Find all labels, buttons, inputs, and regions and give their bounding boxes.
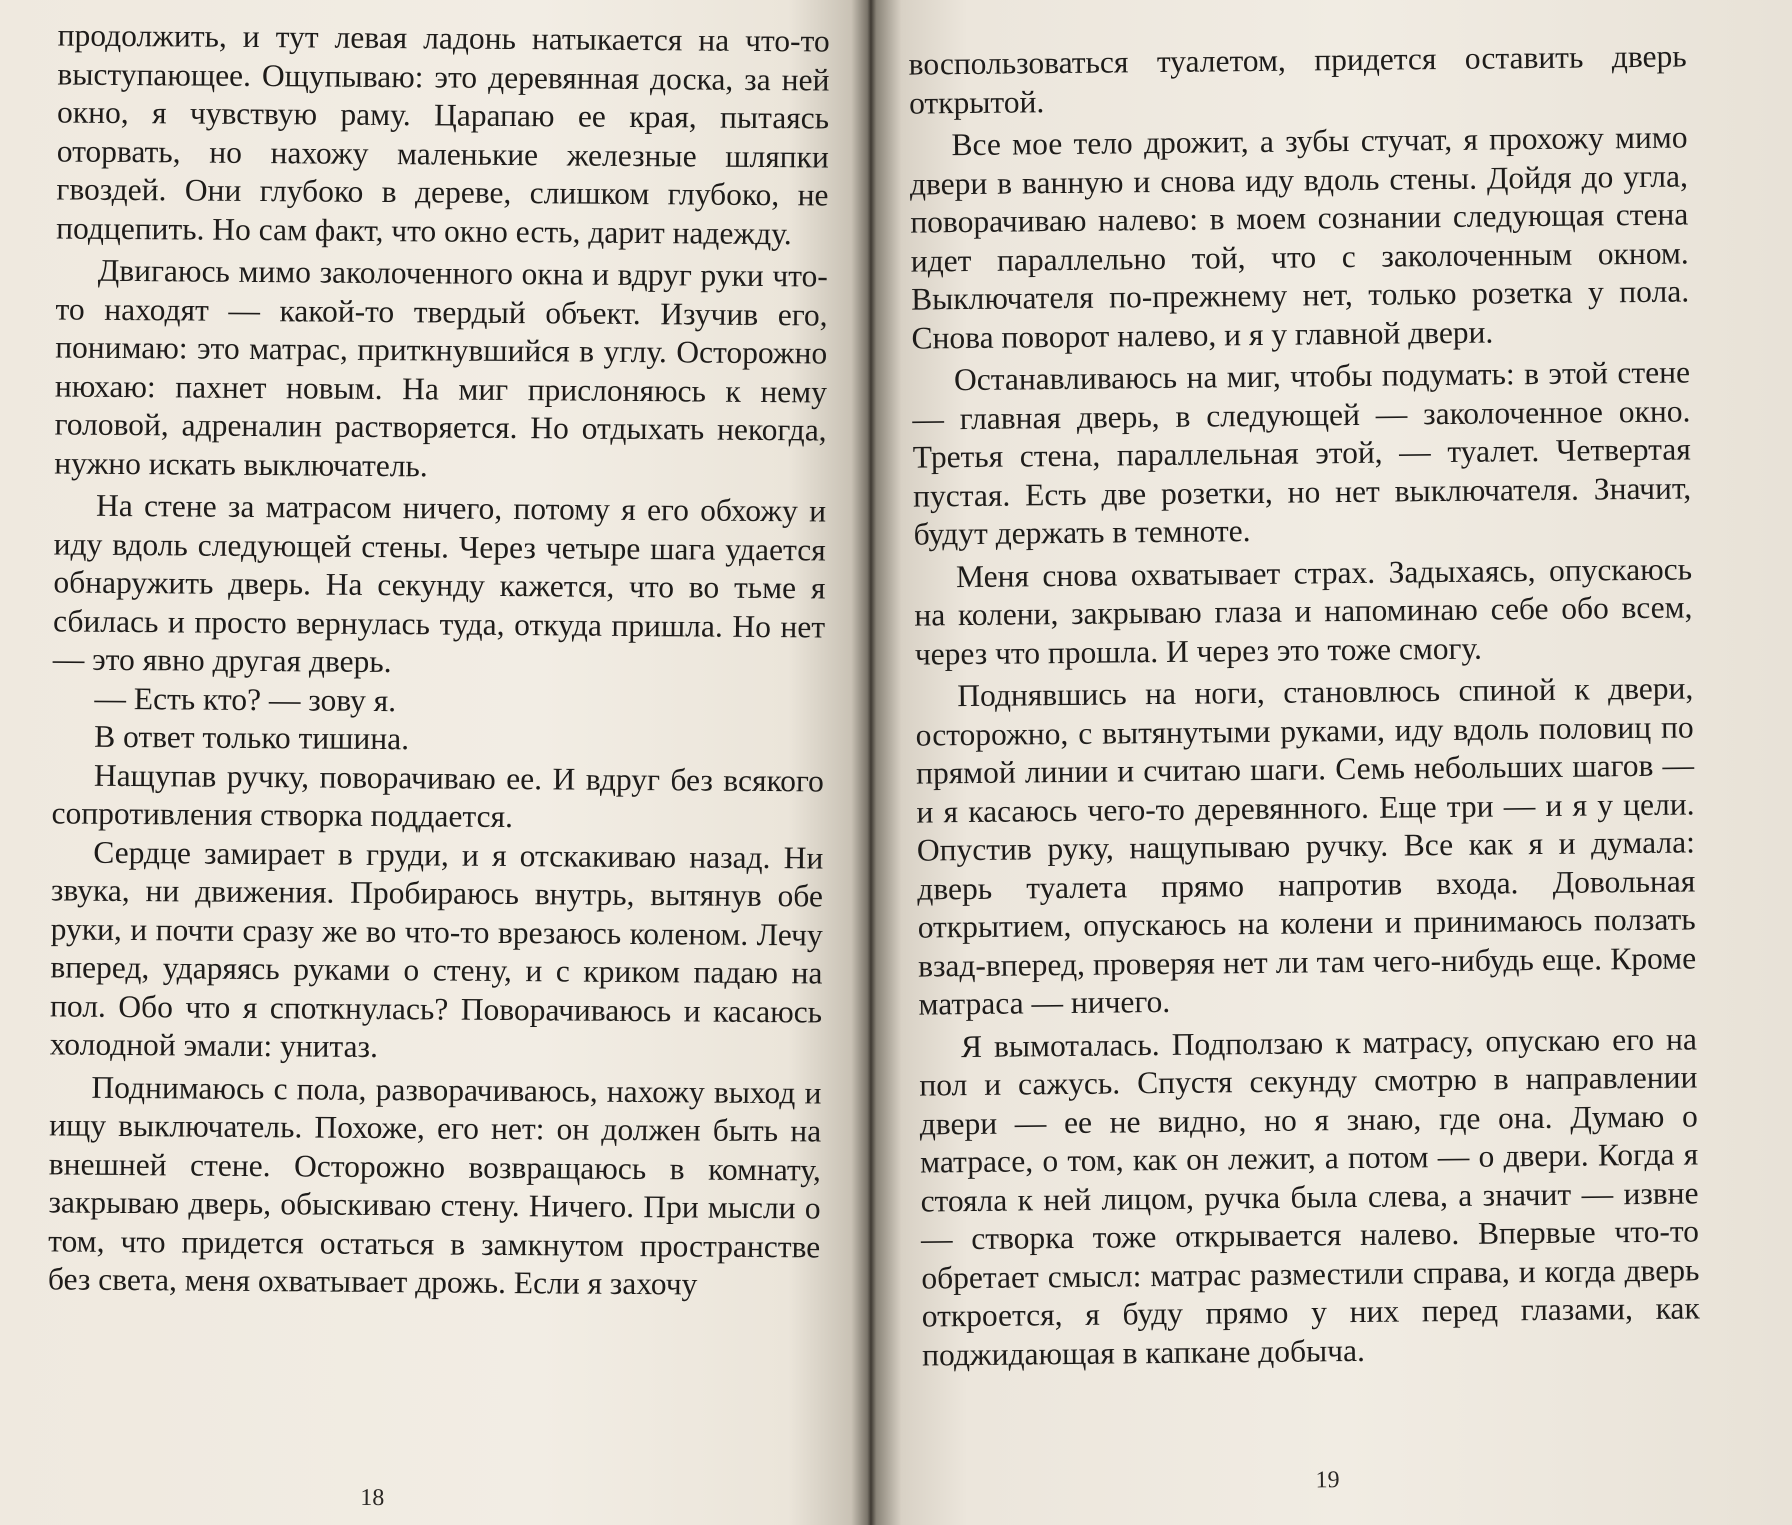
paragraph: Я вымоталась. Подползаю к матрасу, опускаю его на пол и сажусь. Спустя секунду смотрю в направлении двери — ее не видно, но я знаю, где она. Думаю о матрасе, о том, как он лежит, а потом — о двери. Когда я стояла к ней лицом, ручка была слева, а значит — извне — створка тоже открывается налево. Впервые что-то обретает смысл: матрас разместили справа, и когда дверь откроется, я буду прямо у них перед глазами, как поджидающая в капкане добыча. bbox=[919, 1020, 1700, 1373]
paragraph: Нащупав ручку, поворачиваю ее. И вдруг без всякого сопротивления створка поддается. bbox=[51, 757, 825, 835]
dialogue-line: — Есть кто? — зову я. bbox=[94, 680, 397, 718]
paragraph: Останавливаюсь на миг, чтобы подумать: в этой стене — главная дверь, в следующей — заколоченное окно. Третья стена, параллельная этой, — туалет. Четвертая пустая. Есть две розетки, но нет выключателя. Значит, будут держать в темноте. bbox=[912, 354, 1692, 552]
paragraph: В ответ только тишина. bbox=[94, 718, 410, 757]
paragraph: Поднимаюсь с пола, разворачиваюсь, нахожу выход и ищу выключатель. Похоже, его нет: он должен быть на внешней стене. Осторожно возвращаюсь в комнату, закрываю дверь, обыскиваю стену. Ничего. При мысли о том, что придется остаться в замкнутом пространстве без света, меня охватывает дрожь. Если я захочу bbox=[47, 1069, 822, 1302]
left-page bbox=[0, 0, 868, 1525]
right-page-text bbox=[908, 37, 1700, 1374]
paragraph: Сердце замирает в груди, и я отскакиваю назад. Ни звука, ни движения. Пробираюсь внутрь, вытянув обе руки, и почти сразу же во что-то врезаюсь коленом. Лечу вперед, ударяясь руками о стену, и с криком падаю на пол. Обо что я споткнулась? Поворачиваюсь и касаюсь холодной эмали: унитаз. bbox=[49, 834, 824, 1065]
paragraph: На стене за матрасом ничего, потому я его обхожу и иду вдоль следующей стены. Через четыре шага удается обнаружить дверь. На секунду кажется, что во тьме я сбилась и просто вернулась туда, откуда пришла. Но нет — это явно другая дверь. bbox=[52, 487, 827, 680]
left-page-text bbox=[48, 16, 830, 1305]
paragraph: Все мое тело дрожит, а зубы стучат, я прохожу мимо двери в ванную и снова иду вдоль стены. Дойдя до угла, поворачиваю налево: в моем сознании следующая стена идет параллельно той, что с заколоченным окном. Выключателя по-прежнему нет, только розетка у пола. Снова поворот налево, и я у главной двери. bbox=[909, 119, 1690, 356]
right-page bbox=[872, 0, 1792, 1525]
paragraph: Поднявшись на ноги, становлюсь спиной к двери, осторожно, с вытянутыми руками, иду вдоль половиц по прямой линии и считаю шаги. Семь небольших шагов — и я касаюсь чего-то деревянного. Еще три — и я у цели. Опустив руку, нащупываю ручку. Все как я и думала: дверь туалета прямо напротив входа. Довольная открытием, опускаюсь на колени и принимаюсь ползать взад-вперед, проверяя нет ли там чего-нибудь еще. Кроме матраса — ничего. bbox=[915, 670, 1697, 1022]
paragraph: продолжить, и тут левая ладонь натыкается на что-то выступающее. Ощупываю: это деревянная доска, за ней окно, я чувствую раму. Царапаю ее края, пытаясь оторвать, но нахожу маленькие железные шляпки гвоздей. Они глубоко в дереве, слишком глубоко, не подцепить. Но сам факт, что окно есть, дарит надежду. bbox=[56, 17, 830, 251]
paragraph: воспользоваться туалетом, придется оставить дверь открытой. bbox=[908, 38, 1687, 121]
paragraph: Двигаюсь мимо заколоченного окна и вдруг руки что-то находят — какой-то твердый объект. Изучив его, понимаю: это матрас, приткнувшийся в углу. Осторожно нюхаю: пахнет новым. На миг прислоняюсь к нему головой, адреналин растворяется. Но отдыхать некогда, нужно искать выключатель. bbox=[54, 252, 828, 483]
paragraph: Меня снова охватывает страх. Задыхаясь, опускаюсь на колени, закрываю глаза и напоминаю себе обо всем, через что прошла. И через это тоже смогу. bbox=[914, 550, 1693, 672]
page-number: 18 bbox=[360, 1484, 385, 1512]
page-number: 19 bbox=[1315, 1467, 1340, 1494]
